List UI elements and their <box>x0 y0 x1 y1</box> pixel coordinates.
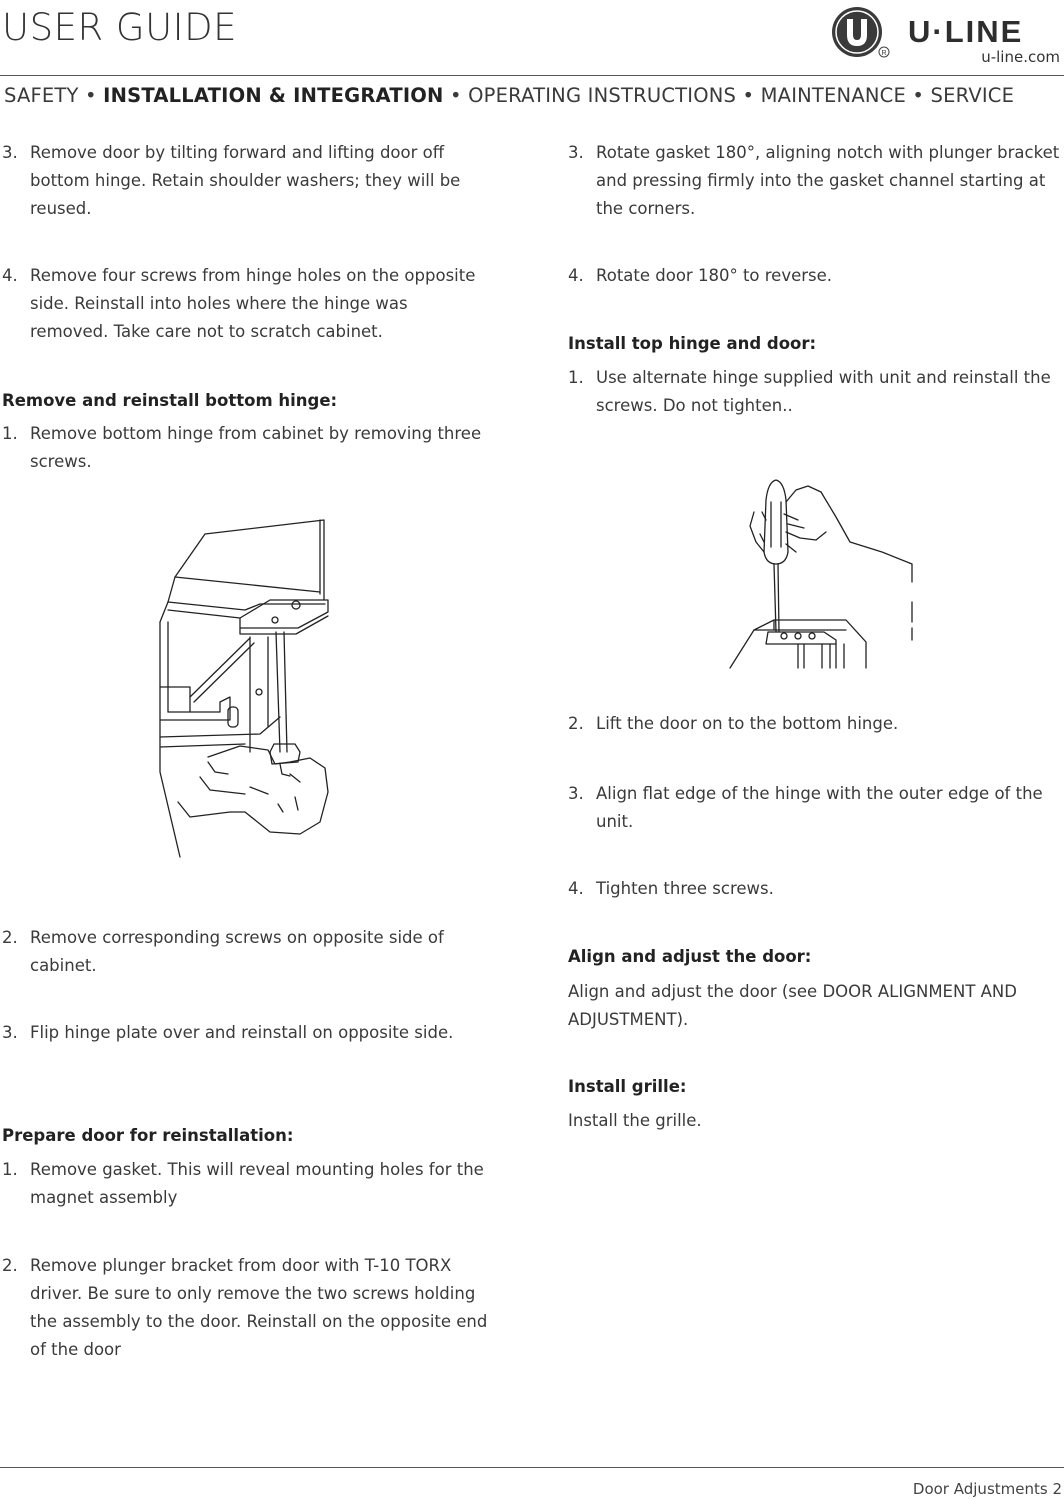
list-item: 1. Use alternate hinge supplied with unit and reinstall the screws. Do not tighten.. <box>568 368 1051 415</box>
list-item: 3. Rotate gasket 180°, aligning notch with plunger bracket and pressing firmly into the gasket channel starting at the corners. <box>568 143 1060 218</box>
paragraph: Align and adjust the door (see DOOR ALIGNMENT AND ADJUSTMENT). <box>568 982 1017 1029</box>
section-heading: Remove and reinstall bottom hinge: <box>2 391 338 410</box>
list-item: 2. Remove corresponding screws on opposite side of cabinet. <box>2 928 444 975</box>
list-item: 1. Remove gasket. This will reveal mounting holes for the magnet assembly <box>2 1160 484 1207</box>
section-nav <box>4 84 1014 107</box>
list-item: 4. Tighten three screws. <box>568 879 774 898</box>
svg-text:R: R <box>881 50 887 57</box>
list-item: 1. Remove bottom hinge from cabinet by removing three screws. <box>2 424 482 471</box>
list-item: 3. Align flat edge of the hinge with the outer edge of the unit. <box>568 784 1043 831</box>
nav-separator: • <box>912 84 925 107</box>
section-heading: Install top hinge and door: <box>568 334 817 353</box>
list-item: 4. Rotate door 180° to reverse. <box>568 266 833 285</box>
nav-item-safety: SAFETY <box>4 84 79 107</box>
list-item: 3. Flip hinge plate over and reinstall on opposite side. <box>2 1023 454 1042</box>
u-line-logo <box>826 2 1062 68</box>
list-item: 3. Remove door by tilting forward and lifting door off bottom hinge. Retain shoulder washers; they will be reused. <box>2 143 461 218</box>
nav-item-operating: OPERATING INSTRUCTIONS <box>468 84 737 107</box>
logo-url: u-line.com <box>981 48 1060 66</box>
section-heading: Install grille: <box>568 1077 687 1096</box>
nav-item-maintenance: MAINTENANCE <box>760 84 907 107</box>
nav-separator: • <box>742 84 755 107</box>
top-hinge-illustration <box>726 472 916 672</box>
section-heading: Prepare door for reinstallation: <box>2 1126 294 1145</box>
page-footer: Door Adjustments 2 <box>912 1480 1062 1498</box>
header-divider <box>0 75 1064 76</box>
nav-separator: • <box>449 84 462 107</box>
list-item: 4. Remove four screws from hinge holes on the opposite side. Reinstall into holes where the hinge was removed. Take care not to scratch cabinet. <box>2 266 476 341</box>
nav-item-service: SERVICE <box>930 84 1015 107</box>
section-heading: Align and adjust the door: <box>568 947 812 966</box>
u-line-wordmark <box>908 16 1062 46</box>
list-item: 2. Remove plunger bracket from door with T-10 TORX driver. Be sure to only remove the two screws holding the assembly to the door. Reinstall on the opposite end of the door <box>2 1256 488 1359</box>
footer-divider <box>0 1467 1064 1468</box>
nav-separator: • <box>85 84 97 107</box>
logo-text: U·LINE <box>908 16 1024 46</box>
paragraph: Install the grille. <box>568 1111 702 1130</box>
bottom-hinge-illustration <box>150 512 340 862</box>
nav-item-installation: INSTALLATION & INTEGRATION <box>103 84 444 107</box>
page-title: USER GUIDE <box>2 6 237 49</box>
list-item: 2. Lift the door on to the bottom hinge. <box>568 714 899 733</box>
